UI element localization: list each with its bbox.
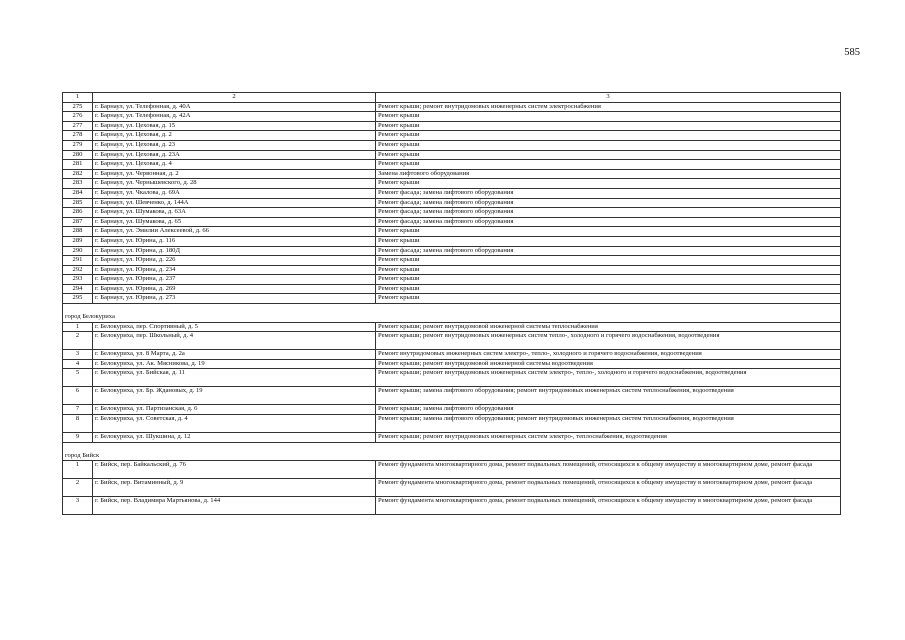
work-type-cell: Ремонт крыши; ремонт внутридомовых инженерных систем тепло-, холодного и горячего водоснабжения, водоотведения [376, 332, 841, 350]
work-type-cell: Ремонт крыши; замена лифтового оборудования [376, 405, 841, 415]
work-type-cell: Ремонт фундамента многоквартирного дома, ремонт подвальных помещений, относящихся к общему имуществу в многоквартирном доме, ремонт фасада [376, 461, 841, 479]
row-number: 275 [63, 102, 93, 112]
work-type-cell: Ремонт крыши [376, 121, 841, 131]
work-type-cell: Ремонт крыши [376, 236, 841, 246]
address-cell: г. Бийск, пер. Байкальский, д. 76 [93, 461, 376, 479]
work-type-cell: Замена лифтового оборудования [376, 169, 841, 179]
work-type-cell: Ремонт фасада; замена лифтового оборудования [376, 217, 841, 227]
row-number: 286 [63, 208, 93, 218]
row-number: 291 [63, 256, 93, 266]
work-type-cell: Ремонт крыши [376, 294, 841, 304]
address-cell: г. Белокуриха, ул. 8 Марта, д. 2а [93, 350, 376, 360]
section-title: город Бийск [63, 442, 841, 461]
work-type-cell: Ремонт крыши [376, 275, 841, 285]
work-type-cell: Ремонт крыши [376, 284, 841, 294]
repair-table [62, 92, 841, 515]
table-row [63, 131, 841, 141]
work-type-cell: Ремонт крыши [376, 112, 841, 122]
work-type-cell: Ремонт крыши [376, 265, 841, 275]
section-header-row [63, 442, 841, 461]
address-cell: г. Барнаул, ул. Юрина, д. 234 [93, 265, 376, 275]
address-cell: г. Барнаул, ул. Цеховая, д. 15 [93, 121, 376, 131]
work-type-cell: Ремонт крыши [376, 179, 841, 189]
row-number: 293 [63, 275, 93, 285]
row-number: 284 [63, 188, 93, 198]
column-number: 1 [63, 93, 93, 103]
address-cell: г. Барнаул, ул. Шумакова, д. 65 [93, 217, 376, 227]
work-type-cell: Ремонт крыши; ремонт внутридомовых инженерных систем электро-, тепло-, холодного и горячего водоснабжения, водоотведения [376, 369, 841, 387]
section-title: город Белокуриха [63, 304, 841, 323]
address-cell: г. Белокуриха, ул. Бийская, д. 11 [93, 369, 376, 387]
row-number: 289 [63, 236, 93, 246]
address-cell: г. Бийск, пер. Витаминный, д. 9 [93, 479, 376, 497]
table-row [63, 433, 841, 443]
row-number: 3 [63, 497, 93, 515]
table-row [63, 140, 841, 150]
work-type-cell: Ремонт крыши; ремонт внутридомовых инженерных систем электроснабжения [376, 102, 841, 112]
table-row [63, 179, 841, 189]
table-row [63, 112, 841, 122]
address-cell: г. Барнаул, ул. Цеховая, д. 2 [93, 131, 376, 141]
address-cell: г. Белокуриха, пер. Школьный, д. 4 [93, 332, 376, 350]
table-row [63, 497, 841, 515]
row-number: 281 [63, 160, 93, 170]
work-type-cell: Ремонт внутридомовых инженерных систем электро-, тепло-, холодного и горячего водоснабжения, водоотведения [376, 350, 841, 360]
column-number-row [63, 93, 841, 103]
table-row [63, 350, 841, 360]
row-number: 2 [63, 332, 93, 350]
row-number: 7 [63, 405, 93, 415]
address-cell: г. Белокуриха, ул. Бр. Ждановых, д. 19 [93, 387, 376, 405]
row-number: 1 [63, 461, 93, 479]
table-row [63, 227, 841, 237]
work-type-cell: Ремонт крыши [376, 150, 841, 160]
table-row [63, 256, 841, 266]
address-cell: г. Барнаул, ул. Телефонная, д. 40А [93, 102, 376, 112]
table-row [63, 405, 841, 415]
table-row [63, 265, 841, 275]
row-number: 285 [63, 198, 93, 208]
row-number: 295 [63, 294, 93, 304]
row-number: 283 [63, 179, 93, 189]
table-row [63, 236, 841, 246]
table-row [63, 169, 841, 179]
column-number: 3 [376, 93, 841, 103]
work-type-cell: Ремонт крыши [376, 160, 841, 170]
address-cell: г. Барнаул, ул. Червонная, д. 2 [93, 169, 376, 179]
work-type-cell: Ремонт фасада; замена лифтового оборудования [376, 246, 841, 256]
address-cell: г. Белокуриха, ул. Партизанская, д. 6 [93, 405, 376, 415]
work-type-cell: Ремонт крыши [376, 227, 841, 237]
row-number: 287 [63, 217, 93, 227]
work-type-cell: Ремонт крыши [376, 131, 841, 141]
work-type-cell: Ремонт фасада; замена лифтового оборудования [376, 198, 841, 208]
table-row [63, 102, 841, 112]
address-cell: г. Барнаул, ул. Шумакова, д. 63А [93, 208, 376, 218]
address-cell: г. Барнаул, ул. Телефонная, д. 42А [93, 112, 376, 122]
row-number: 294 [63, 284, 93, 294]
table-row [63, 284, 841, 294]
row-number: 280 [63, 150, 93, 160]
work-type-cell: Ремонт крыши; ремонт внутридомовой инженерной системы теплоснабжения [376, 322, 841, 332]
row-number: 8 [63, 415, 93, 433]
address-cell: г. Барнаул, ул. Цеховая, д. 23А [93, 150, 376, 160]
address-cell: г. Белокуриха, ул. Ак. Мясникова, д. 19 [93, 359, 376, 369]
address-cell: г. Барнаул, ул. Чкалова, д. 69А [93, 188, 376, 198]
table-row [63, 188, 841, 198]
address-cell: г. Барнаул, ул. Юрина, д. 269 [93, 284, 376, 294]
row-number: 2 [63, 479, 93, 497]
work-type-cell: Ремонт крыши [376, 256, 841, 266]
row-number: 277 [63, 121, 93, 131]
row-number: 290 [63, 246, 93, 256]
row-number: 278 [63, 131, 93, 141]
row-number: 1 [63, 322, 93, 332]
table-row [63, 322, 841, 332]
table-row [63, 294, 841, 304]
row-number: 279 [63, 140, 93, 150]
page-number: 585 [844, 47, 860, 58]
row-number: 4 [63, 359, 93, 369]
work-type-cell: Ремонт крыши; замена лифтового оборудования; ремонт внутридомовых инженерных систем теплоснабжения, водоотведения [376, 415, 841, 433]
table-row [63, 150, 841, 160]
table-row [63, 359, 841, 369]
address-cell: г. Барнаул, ул. Юрина, д. 237 [93, 275, 376, 285]
table-row [63, 246, 841, 256]
work-type-cell: Ремонт фасада; замена лифтового оборудования [376, 208, 841, 218]
table-row [63, 275, 841, 285]
address-cell: г. Барнаул, ул. Юрина, д. 116 [93, 236, 376, 246]
row-number: 6 [63, 387, 93, 405]
section-header-row [63, 304, 841, 323]
row-number: 292 [63, 265, 93, 275]
address-cell: г. Барнаул, ул. Цеховая, д. 23 [93, 140, 376, 150]
table-row [63, 332, 841, 350]
table-row [63, 415, 841, 433]
address-cell: г. Барнаул, ул. Чернышевского, д. 28 [93, 179, 376, 189]
table-row [63, 369, 841, 387]
address-cell: г. Барнаул, ул. Юрина, д. 180Д [93, 246, 376, 256]
column-number: 2 [93, 93, 376, 103]
table-row [63, 461, 841, 479]
address-cell: г. Белокуриха, ул. Советская, д. 4 [93, 415, 376, 433]
row-number: 282 [63, 169, 93, 179]
table-row [63, 217, 841, 227]
work-type-cell: Ремонт фундамента многоквартирного дома, ремонт подвальных помещений, относящихся к общему имуществу в многоквартирном доме, ремонт фасада [376, 497, 841, 515]
table-row [63, 121, 841, 131]
address-cell: г. Бийск, пер. Владимира Мартьянова, д. 144 [93, 497, 376, 515]
table-row [63, 387, 841, 405]
table-row [63, 208, 841, 218]
row-number: 288 [63, 227, 93, 237]
work-type-cell: Ремонт фасада; замена лифтового оборудования [376, 188, 841, 198]
address-cell: г. Барнаул, ул. Эмилии Алексеевой, д. 66 [93, 227, 376, 237]
row-number: 3 [63, 350, 93, 360]
address-cell: г. Барнаул, ул. Юрина, д. 226 [93, 256, 376, 266]
table-row [63, 160, 841, 170]
work-type-cell: Ремонт крыши; замена лифтового оборудования; ремонт внутридомовых инженерных систем теплоснабжения, водоотведения [376, 387, 841, 405]
row-number: 5 [63, 369, 93, 387]
work-type-cell: Ремонт крыши [376, 140, 841, 150]
work-type-cell: Ремонт фундамента многоквартирного дома, ремонт подвальных помещений, относящихся к общему имуществу в многоквартирном доме, ремонт фасада [376, 479, 841, 497]
work-type-cell: Ремонт крыши; ремонт внутридомовой инженерной системы водоотведения [376, 359, 841, 369]
address-cell: г. Белокуриха, ул. Шукшина, д. 12 [93, 433, 376, 443]
table-row [63, 198, 841, 208]
table-row [63, 479, 841, 497]
address-cell: г. Барнаул, ул. Юрина, д. 273 [93, 294, 376, 304]
address-cell: г. Барнаул, ул. Цеховая, д. 4 [93, 160, 376, 170]
address-cell: г. Белокуриха, пер. Спортивный, д. 5 [93, 322, 376, 332]
row-number: 276 [63, 112, 93, 122]
address-cell: г. Барнаул, ул. Шевченко, д. 144А [93, 198, 376, 208]
work-type-cell: Ремонт крыши; ремонт внутридомовых инженерных систем электро-, теплоснабжения, водоотведения [376, 433, 841, 443]
row-number: 9 [63, 433, 93, 443]
